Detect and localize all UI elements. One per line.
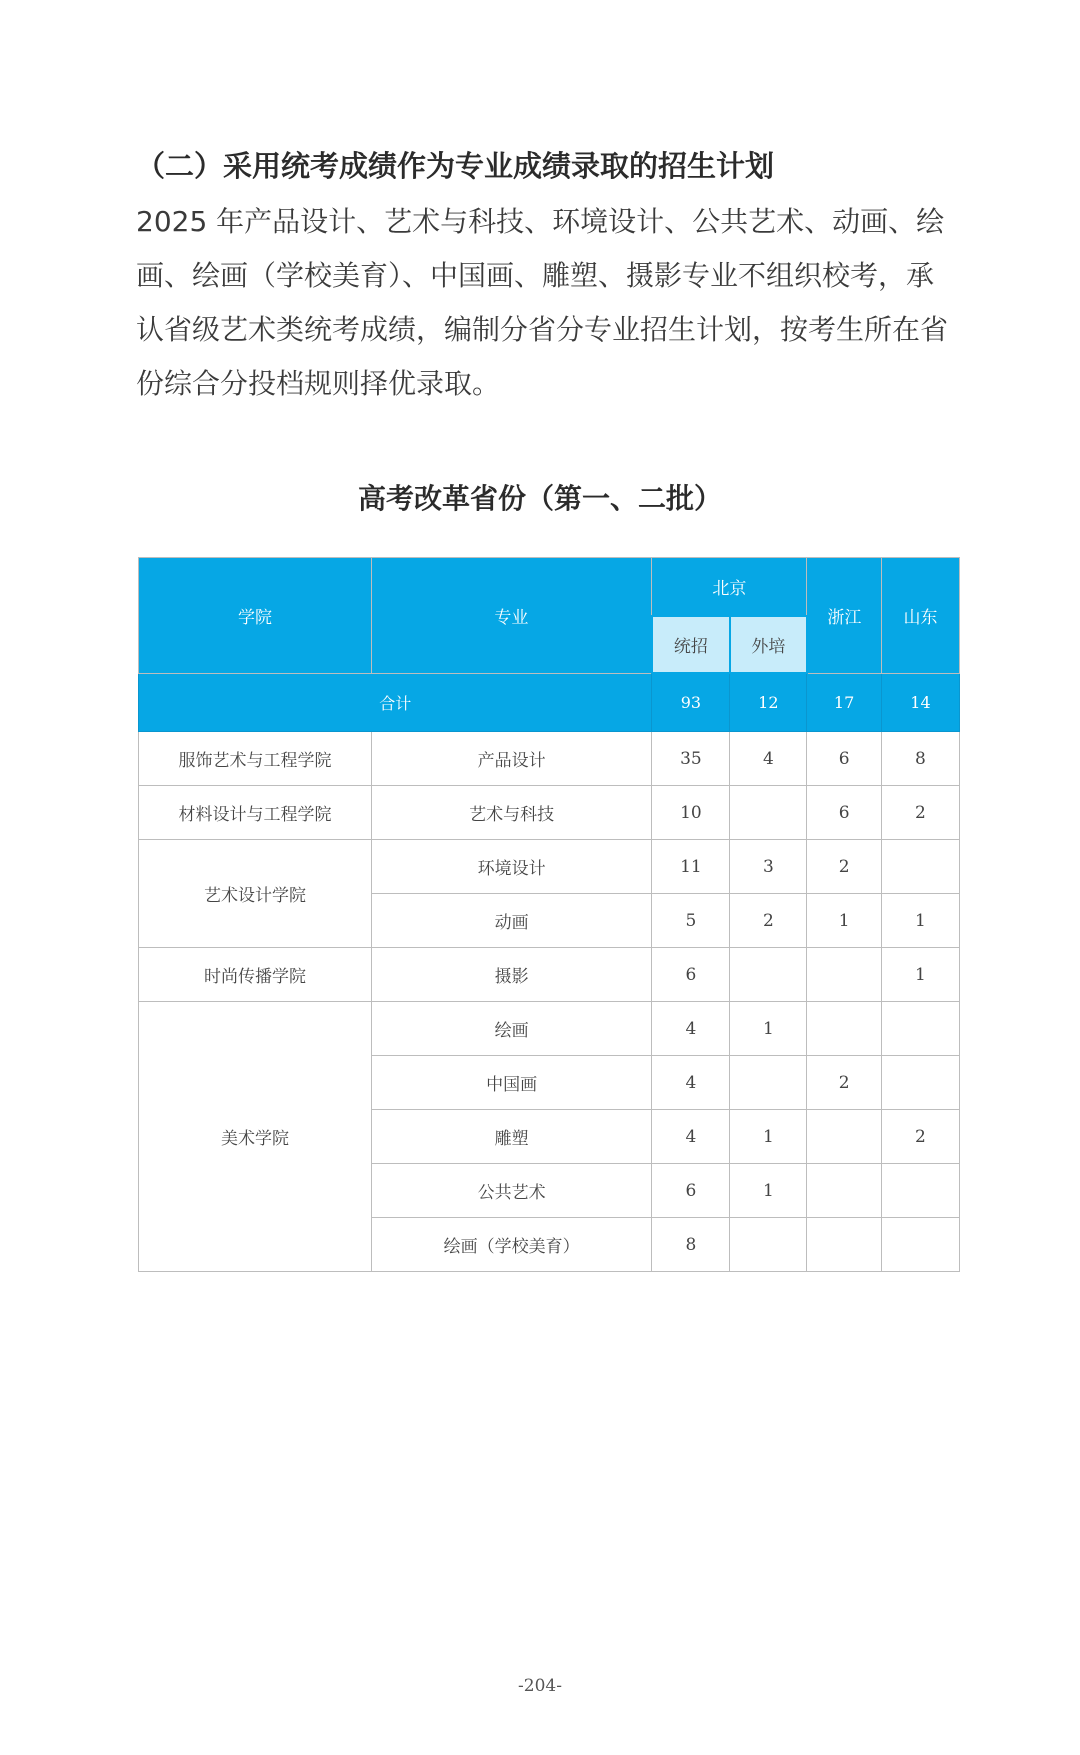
- value-cell: 6: [652, 948, 730, 1002]
- value-cell: [881, 1056, 959, 1110]
- value-cell: 4: [652, 1110, 730, 1164]
- value-cell: [730, 948, 807, 1002]
- value-cell: 35: [652, 732, 730, 786]
- header-beijing-unified: 统招: [652, 616, 730, 673]
- major-cell: 雕塑: [371, 1110, 651, 1164]
- intro-paragraph: 2025 年产品设计、艺术与科技、环境设计、公共艺术、动画、绘画、绘画（学校美育）、中国画、雕塑、摄影专业不组织校考，承认省级艺术类统考成绩，编制分省分专业招生计划，按考生所在省份综合分投档规则择优录取。: [136, 205, 949, 400]
- major-cell: 公共艺术: [371, 1164, 651, 1218]
- table-row: [139, 948, 960, 1002]
- value-cell: [881, 1218, 959, 1272]
- value-cell: 4: [730, 732, 807, 786]
- value-cell: [730, 1056, 807, 1110]
- table-title: 高考改革省份（第一、二批）: [357, 482, 722, 515]
- value-cell: 4: [652, 1056, 730, 1110]
- value-cell: 8: [652, 1218, 730, 1272]
- college-cell: 材料设计与工程学院: [139, 786, 372, 840]
- header-major: 专业: [371, 558, 651, 674]
- value-cell: 8: [881, 732, 959, 786]
- value-cell: 2: [807, 840, 882, 894]
- table-row: [139, 732, 960, 786]
- total-value: 93: [652, 673, 730, 732]
- value-cell: [807, 1110, 882, 1164]
- value-cell: [807, 1002, 882, 1056]
- value-cell: [807, 948, 882, 1002]
- table-row: [139, 786, 960, 840]
- section-heading: （二）采用统考成绩作为专业成绩录取的招生计划: [136, 149, 775, 183]
- value-cell: 6: [807, 786, 882, 840]
- header-college: 学院: [139, 558, 372, 674]
- total-label: 合计: [139, 673, 652, 732]
- value-cell: [881, 840, 959, 894]
- value-cell: 6: [652, 1164, 730, 1218]
- value-cell: 2: [730, 894, 807, 948]
- total-value: 14: [881, 673, 959, 732]
- total-row: [139, 673, 960, 732]
- value-cell: 2: [881, 786, 959, 840]
- value-cell: 5: [652, 894, 730, 948]
- value-cell: [730, 786, 807, 840]
- college-cell: 艺术设计学院: [139, 840, 372, 948]
- enrollment-plan-table: [138, 557, 960, 1272]
- major-cell: 绘画: [371, 1002, 651, 1056]
- value-cell: 10: [652, 786, 730, 840]
- value-cell: [881, 1002, 959, 1056]
- value-cell: 1: [730, 1110, 807, 1164]
- header-shandong: 山东: [881, 558, 959, 674]
- value-cell: [881, 1164, 959, 1218]
- value-cell: [807, 1164, 882, 1218]
- value-cell: 2: [807, 1056, 882, 1110]
- major-cell: 艺术与科技: [371, 786, 651, 840]
- value-cell: 1: [730, 1164, 807, 1218]
- page-number: -204-: [518, 1676, 562, 1696]
- major-cell: 中国画: [371, 1056, 651, 1110]
- college-cell: 服饰艺术与工程学院: [139, 732, 372, 786]
- header-zhejiang: 浙江: [807, 558, 882, 674]
- header-beijing: 北京: [652, 558, 807, 617]
- value-cell: 11: [652, 840, 730, 894]
- header-beijing-external: 外培: [730, 616, 807, 673]
- value-cell: 1: [730, 1002, 807, 1056]
- value-cell: 3: [730, 840, 807, 894]
- major-cell: 动画: [371, 894, 651, 948]
- table-row: [139, 1002, 960, 1056]
- college-cell: 时尚传播学院: [139, 948, 372, 1002]
- college-cell: 美术学院: [139, 1002, 372, 1272]
- value-cell: [807, 1218, 882, 1272]
- value-cell: 6: [807, 732, 882, 786]
- value-cell: [730, 1218, 807, 1272]
- value-cell: 1: [807, 894, 882, 948]
- major-cell: 环境设计: [371, 840, 651, 894]
- total-value: 17: [807, 673, 882, 732]
- major-cell: 绘画（学校美育）: [371, 1218, 651, 1272]
- total-value: 12: [730, 673, 807, 732]
- value-cell: 1: [881, 894, 959, 948]
- table-row: [139, 840, 960, 894]
- value-cell: 2: [881, 1110, 959, 1164]
- major-cell: 摄影: [371, 948, 651, 1002]
- value-cell: 4: [652, 1002, 730, 1056]
- value-cell: 1: [881, 948, 959, 1002]
- major-cell: 产品设计: [371, 732, 651, 786]
